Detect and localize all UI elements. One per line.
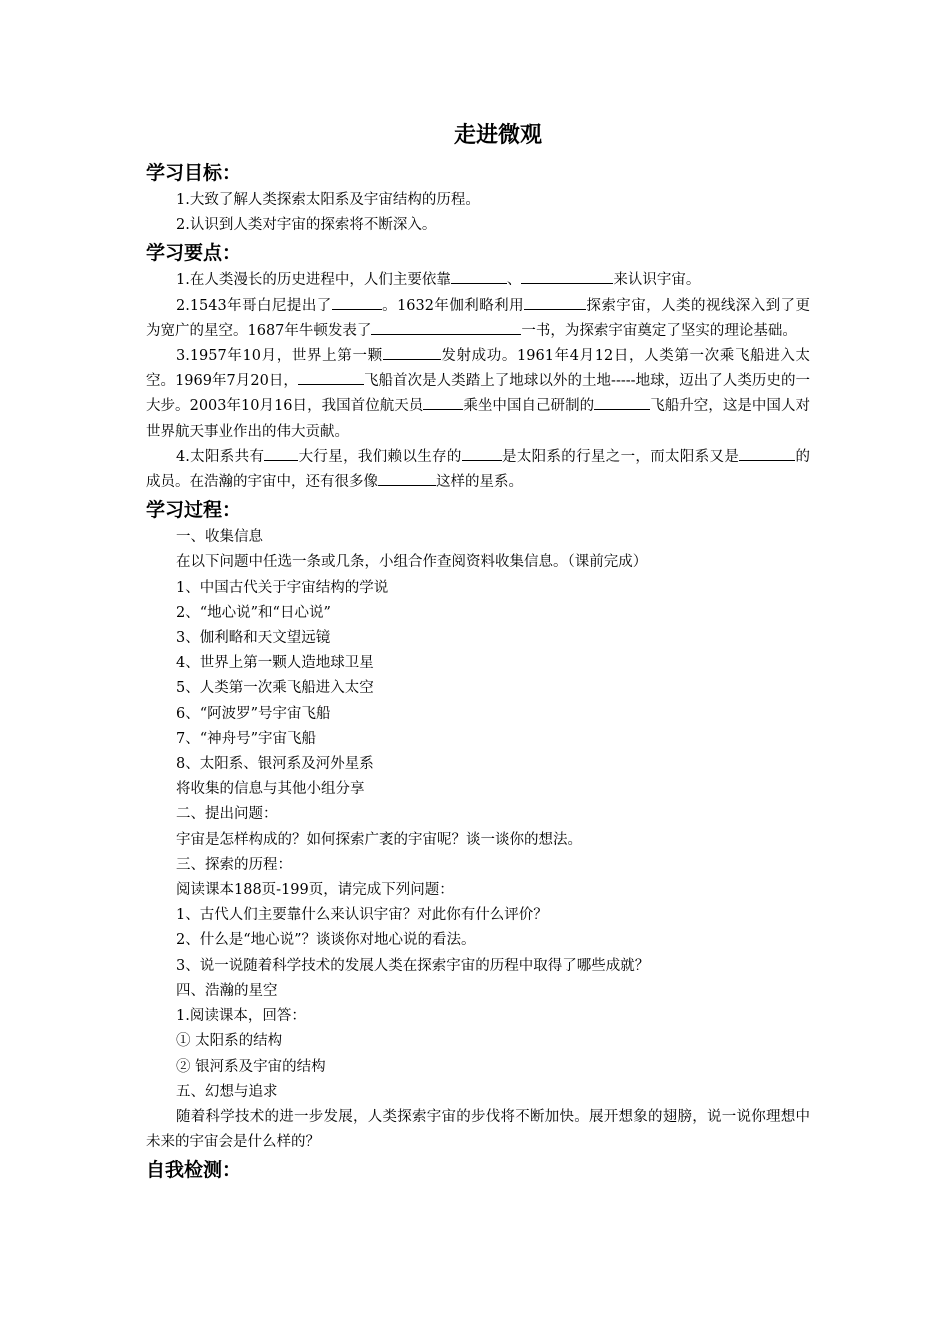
process-line: 4、世界上第一颗人造地球卫星 <box>176 655 374 672</box>
process-line: 3、说一说随着科学技术的发展人类在探索宇宙的历程中取得了哪些成就？ <box>176 957 650 974</box>
key-point-3-text-e: 飞船升空，这是中国人对世界航天事业作出的伟大贡献。 <box>146 398 810 440</box>
process-line: 6、“阿波罗”号宇宙飞船 <box>176 705 331 722</box>
document-page <box>146 118 810 1185</box>
process-line: 3、伽利略和天文望远镜 <box>176 630 331 647</box>
process-line: 8、太阳系、银河系及河外星系 <box>176 756 374 773</box>
key-point-2-text-d: 一书，为探索宇宙奠定了坚实的理论基础。 <box>521 322 797 339</box>
process-line: 7、“神舟号”宇宙飞船 <box>176 730 317 747</box>
key-point-3-text-a: 3.1957年10月，世界上第一颗 <box>176 348 383 365</box>
process-line: ② 银河系及宇宙的结构 <box>176 1058 326 1075</box>
document-title: 走进微观 <box>453 123 542 148</box>
key-point-1-text-b: 、 <box>506 272 522 289</box>
key-point-3 <box>146 344 810 445</box>
fill-blank[interactable] <box>423 395 463 410</box>
process-line: 1、中国古代关于宇宙结构的学说 <box>176 579 389 596</box>
process-line: 1、古代人们主要靠什么来认识宇宙？对此你有什么评价？ <box>176 907 548 924</box>
objective-item-1: 1.大致了解人类探索太阳系及宇宙结构的历程。 <box>176 192 480 208</box>
key-point-2 <box>146 294 810 344</box>
key-point-1-text-a: 1.在人类漫长的历史进程中，人们主要依靠 <box>176 272 451 289</box>
key-point-3-text-d: 乘坐中国自己研制的 <box>463 398 595 415</box>
objectives-heading: 学习目标： <box>146 162 242 184</box>
fill-blank[interactable] <box>594 395 650 410</box>
process-line: 2、什么是“地心说”？谈谈你对地心说的看法。 <box>176 932 476 949</box>
key-points-heading: 学习要点： <box>146 242 242 265</box>
key-point-4-text-c: 是太阳系的行星之一，而太阳系又是 <box>501 448 740 465</box>
fill-blank[interactable] <box>462 446 502 461</box>
process-line: 5、人类第一次乘飞船进入太空 <box>176 680 374 697</box>
key-point-4-text-d: 的成员。在浩瀚的宇宙中，还有很多像 <box>146 448 811 491</box>
process-line: 宇宙是怎样构成的？如何探索广袤的宇宙呢？谈一谈你的想法。 <box>176 831 582 848</box>
process-line: 将收集的信息与其他小组分享 <box>176 781 365 798</box>
key-point-4-text-a: 4.太阳系共有 <box>176 448 265 465</box>
process-line: 五、幻想与追求 <box>176 1083 278 1100</box>
fill-blank[interactable] <box>371 320 521 335</box>
fill-blank[interactable] <box>451 269 507 284</box>
process-line: 一、收集信息 <box>176 529 263 546</box>
key-point-3-text-c: 飞船首次是人类踏上了地球以外的土地-----地球，迈出了人类历史的一大步。2003年10月16日，我国首位航天员 <box>146 373 810 415</box>
process-line: 阅读课本188页-199页，请完成下列问题： <box>176 882 454 899</box>
key-point-2-text-c: 探索宇宙，人类的视线深入到了更为宽广的星空。1687年牛顿发表了 <box>146 297 810 339</box>
key-point-4-text-b: 大行星，我们赖以生存的 <box>298 448 462 465</box>
process-line: 二、提出问题： <box>176 806 278 823</box>
process-line: 四、浩瀚的星空 <box>176 982 278 999</box>
key-point-1 <box>146 268 810 293</box>
key-point-2-text-b: 。1632年伽利略利用 <box>381 297 524 314</box>
fill-blank[interactable] <box>332 295 382 310</box>
key-point-4 <box>146 445 810 495</box>
process-line: ① 太阳系的结构 <box>176 1033 283 1050</box>
fill-blank[interactable] <box>378 471 436 486</box>
fill-blank[interactable] <box>383 345 441 360</box>
fill-blank[interactable] <box>524 295 586 310</box>
objective-item-2: 2.认识到人类对宇宙的探索将不断深入。 <box>176 217 437 234</box>
fill-blank[interactable] <box>521 269 613 284</box>
process-line: 在以下问题中任选一条或几条，小组合作查阅资料收集信息。（课前完成） <box>176 554 648 571</box>
process-line: 1.阅读课本，回答： <box>176 1008 306 1025</box>
key-point-4-text-e: 这样的星系。 <box>436 474 523 491</box>
key-point-3-text-b: 发射成功。1961年4月12日，人类第一次乘飞船进入太空。1969年7月20日， <box>146 348 810 390</box>
process-line: 2、“地心说”和“日心说” <box>176 604 331 621</box>
fill-blank[interactable] <box>264 446 298 461</box>
key-point-2-text-a: 2.1543年哥白尼提出了 <box>176 297 332 314</box>
key-point-1-text-c: 来认识宇宙。 <box>613 272 701 289</box>
fill-blank[interactable] <box>739 446 795 461</box>
process-heading: 学习过程： <box>146 499 242 522</box>
process-line: 三、探索的历程： <box>176 856 292 873</box>
self-check-heading: 自我检测： <box>146 1159 242 1182</box>
fill-blank[interactable] <box>298 370 364 385</box>
process-final-paragraph: 随着科学技术的进一步发展，人类探索宇宙的步伐将不断加快。展开想象的翅膀，说一说你理想中未来的宇宙会是什么样的？ <box>146 1108 810 1151</box>
